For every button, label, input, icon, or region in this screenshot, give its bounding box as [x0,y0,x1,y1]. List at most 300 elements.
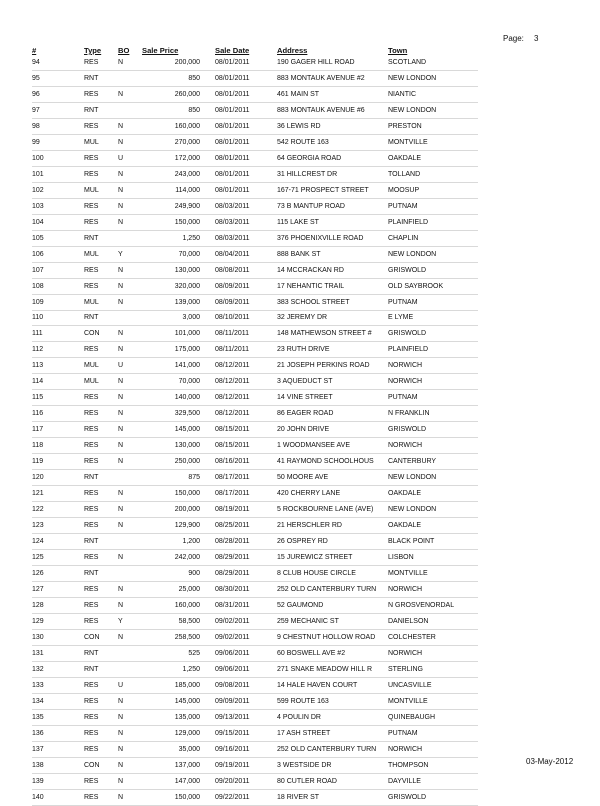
cell-date: 08/17/2011 [215,470,271,486]
cell-town: OAKDALE [388,518,478,534]
table-row [32,470,478,486]
cell-num: 99 [32,134,84,150]
cell-type: MUL [84,358,118,374]
cell-address: 271 SNAKE MEADOW HILL R [277,661,388,677]
cell-price: 130,000 [142,438,200,454]
cell-date: 09/02/2011 [215,613,271,629]
cell-town: DANIELSON [388,613,478,629]
cell-date: 08/19/2011 [215,502,271,518]
cell-num: 106 [32,246,84,262]
cell-bo: N [118,55,142,70]
cell-spacer [200,470,215,486]
table-row [32,789,478,805]
cell-address: 8 CLUB HOUSE CIRCLE [277,566,388,582]
cell-type: RES [84,693,118,709]
table-row [32,518,478,534]
cell-address: 18 RIVER ST [277,789,388,805]
cell-spacer [200,278,215,294]
cell-bo [118,661,142,677]
cell-address: 190 GAGER HILL ROAD [277,55,388,70]
cell-address: 36 LEWIS RD [277,118,388,134]
cell-address: 888 BANK ST [277,246,388,262]
table-row [32,725,478,741]
cell-spacer [200,294,215,310]
cell-bo [118,70,142,86]
cell-spacer [200,118,215,134]
cell-address: 883 MONTAUK AVENUE #6 [277,102,388,118]
cell-bo: N [118,342,142,358]
col-header-address: Address [277,46,308,55]
cell-town: GRISWOLD [388,262,478,278]
table-row [32,645,478,661]
cell-spacer [200,629,215,645]
cell-num: 115 [32,390,84,406]
cell-address: 21 HERSCHLER RD [277,518,388,534]
cell-address: 252 OLD CANTERBURY TURN [277,581,388,597]
cell-num: 132 [32,661,84,677]
cell-type: RES [84,342,118,358]
cell-date: 08/01/2011 [215,134,271,150]
cell-bo: N [118,454,142,470]
cell-spacer [200,741,215,757]
cell-num: 139 [32,773,84,789]
cell-type: RES [84,406,118,422]
cell-town: MONTVILLE [388,134,478,150]
cell-bo: U [118,150,142,166]
cell-town: GRISWOLD [388,422,478,438]
cell-num: 128 [32,597,84,613]
cell-type: CON [84,629,118,645]
cell-price: 160,000 [142,597,200,613]
cell-spacer [200,486,215,502]
cell-town: PUTNAM [388,390,478,406]
cell-num: 113 [32,358,84,374]
cell-address: 4 POULIN DR [277,709,388,725]
table-row [32,310,478,326]
cell-town: MOOSUP [388,182,478,198]
cell-spacer [200,645,215,661]
cell-spacer [200,246,215,262]
cell-type: RES [84,262,118,278]
table-row [32,677,478,693]
cell-num: 126 [32,566,84,582]
cell-price: 875 [142,470,200,486]
cell-date: 08/03/2011 [215,198,271,214]
table-row [32,294,478,310]
table-row [32,134,478,150]
cell-bo: N [118,629,142,645]
cell-spacer [200,773,215,789]
col-header-price: Sale Price [142,46,179,55]
cell-address: 15 JUREWICZ STREET [277,550,388,566]
cell-address: 73 B MANTUP ROAD [277,198,388,214]
table-row [32,550,478,566]
cell-num: 107 [32,262,84,278]
table-row [32,214,478,230]
cell-price: 525 [142,645,200,661]
cell-date: 09/22/2011 [215,789,271,805]
cell-type: MUL [84,374,118,390]
table-row [32,166,478,182]
cell-bo: N [118,422,142,438]
table-row [32,262,478,278]
cell-date: 08/12/2011 [215,374,271,390]
cell-address: 64 GEORGIA ROAD [277,150,388,166]
cell-price: 260,000 [142,86,200,102]
cell-date: 08/12/2011 [215,390,271,406]
table-row [32,534,478,550]
cell-town: NORWICH [388,645,478,661]
cell-date: 09/13/2011 [215,709,271,725]
cell-spacer [200,230,215,246]
cell-date: 08/09/2011 [215,278,271,294]
cell-town: STERLING [388,661,478,677]
cell-price: 145,000 [142,693,200,709]
cell-type: RES [84,278,118,294]
cell-type: RES [84,422,118,438]
cell-type: RES [84,502,118,518]
cell-town: THOMPSON [388,757,478,773]
cell-spacer [200,661,215,677]
cell-type: RES [84,438,118,454]
cell-num: 95 [32,70,84,86]
cell-price: 270,000 [142,134,200,150]
cell-num: 104 [32,214,84,230]
cell-bo: N [118,518,142,534]
cell-type: CON [84,757,118,773]
cell-town: OLD SAYBROOK [388,278,478,294]
cell-spacer [200,262,215,278]
table-row [32,613,478,629]
col-header-bo: BO [118,46,130,55]
cell-town: NEW LONDON [388,70,478,86]
cell-town: QUINEBAUGH [388,709,478,725]
cell-type: RES [84,86,118,102]
cell-date: 08/10/2011 [215,310,271,326]
cell-type: MUL [84,294,118,310]
cell-price: 1,200 [142,534,200,550]
cell-spacer [200,390,215,406]
table-row [32,757,478,773]
cell-price: 70,000 [142,374,200,390]
cell-num: 120 [32,470,84,486]
cell-price: 135,000 [142,709,200,725]
cell-town: PUTNAM [388,198,478,214]
cell-type: RNT [84,70,118,86]
cell-bo: Y [118,246,142,262]
cell-spacer [200,534,215,550]
col-header-date: Sale Date [215,46,250,55]
cell-bo: U [118,677,142,693]
cell-town: NEW LONDON [388,102,478,118]
cell-type: RES [84,773,118,789]
cell-type: RES [84,118,118,134]
cell-date: 09/16/2011 [215,741,271,757]
table-row [32,693,478,709]
cell-spacer [200,166,215,182]
cell-type: RES [84,677,118,693]
cell-price: 200,000 [142,55,200,70]
cell-type: RES [84,454,118,470]
table-row [32,118,478,134]
cell-price: 130,000 [142,262,200,278]
cell-date: 08/29/2011 [215,566,271,582]
cell-bo: N [118,438,142,454]
cell-town: LISBON [388,550,478,566]
cell-date: 08/03/2011 [215,214,271,230]
cell-num: 101 [32,166,84,182]
cell-num: 98 [32,118,84,134]
cell-bo [118,310,142,326]
cell-date: 08/25/2011 [215,518,271,534]
cell-type: RES [84,198,118,214]
cell-type: RES [84,214,118,230]
cell-date: 08/01/2011 [215,86,271,102]
cell-num: 135 [32,709,84,725]
cell-spacer [200,358,215,374]
cell-bo: N [118,502,142,518]
cell-town: OAKDALE [388,486,478,502]
cell-spacer [200,182,215,198]
cell-price: 70,000 [142,246,200,262]
cell-date: 08/12/2011 [215,406,271,422]
cell-num: 96 [32,86,84,102]
table-row [32,182,478,198]
table-row [32,358,478,374]
cell-price: 175,000 [142,342,200,358]
col-header-type: Type [84,46,102,55]
table-row [32,102,478,118]
cell-spacer [200,677,215,693]
cell-date: 08/01/2011 [215,118,271,134]
cell-type: RES [84,725,118,741]
cell-date: 08/01/2011 [215,150,271,166]
cell-price: 137,000 [142,757,200,773]
cell-spacer [200,198,215,214]
cell-num: 108 [32,278,84,294]
cell-spacer [200,566,215,582]
cell-address: 3 WESTSIDE DR [277,757,388,773]
page-number: 3 [534,34,539,43]
cell-type: RNT [84,102,118,118]
cell-type: RES [84,709,118,725]
cell-address: 26 OSPREY RD [277,534,388,550]
cell-price: 172,000 [142,150,200,166]
cell-price: 129,900 [142,518,200,534]
cell-date: 08/11/2011 [215,326,271,342]
cell-num: 140 [32,789,84,805]
cell-num: 119 [32,454,84,470]
cell-type: RES [84,741,118,757]
cell-address: 86 EAGER ROAD [277,406,388,422]
sales-table [32,41,478,806]
cell-price: 140,000 [142,390,200,406]
cell-spacer [200,454,215,470]
cell-price: 250,000 [142,454,200,470]
cell-town: GRISWOLD [388,326,478,342]
cell-spacer [200,693,215,709]
cell-bo: N [118,550,142,566]
cell-town: MONTVILLE [388,566,478,582]
cell-date: 08/01/2011 [215,70,271,86]
cell-num: 105 [32,230,84,246]
cell-town: NEW LONDON [388,470,478,486]
cell-date: 08/01/2011 [215,182,271,198]
cell-bo: N [118,757,142,773]
cell-type: RES [84,597,118,613]
table-row [32,278,478,294]
cell-address: 883 MONTAUK AVENUE #2 [277,70,388,86]
cell-spacer [200,422,215,438]
cell-bo: N [118,789,142,805]
cell-price: 200,000 [142,502,200,518]
cell-num: 125 [32,550,84,566]
cell-bo: N [118,693,142,709]
cell-bo: Y [118,613,142,629]
table-row [32,246,478,262]
cell-num: 124 [32,534,84,550]
cell-type: RES [84,486,118,502]
cell-address: 167-71 PROSPECT STREET [277,182,388,198]
cell-address: 14 HALE HAVEN COURT [277,677,388,693]
cell-town: N GROSVENORDAL [388,597,478,613]
cell-num: 100 [32,150,84,166]
cell-town: NORWICH [388,374,478,390]
col-spacer [200,41,215,55]
cell-type: CON [84,326,118,342]
cell-town: E LYME [388,310,478,326]
cell-spacer [200,310,215,326]
cell-date: 08/15/2011 [215,438,271,454]
cell-address: 60 BOSWELL AVE #2 [277,645,388,661]
cell-town: BLACK POINT [388,534,478,550]
cell-address: 14 VINE STREET [277,390,388,406]
cell-type: RES [84,581,118,597]
table-row [32,597,478,613]
cell-date: 08/01/2011 [215,102,271,118]
cell-town: NORWICH [388,438,478,454]
cell-address: 252 OLD CANTERBURY TURN [277,741,388,757]
table-row [32,86,478,102]
table-row [32,390,478,406]
cell-address: 9 CHESTNUT HOLLOW ROAD [277,629,388,645]
cell-town: PLAINFIELD [388,342,478,358]
cell-price: 160,000 [142,118,200,134]
table-row [32,454,478,470]
cell-type: RES [84,390,118,406]
cell-date: 08/01/2011 [215,55,271,70]
cell-type: MUL [84,246,118,262]
cell-town: NEW LONDON [388,502,478,518]
cell-bo: N [118,182,142,198]
cell-bo: N [118,86,142,102]
cell-bo: N [118,294,142,310]
cell-address: 41 RAYMOND SCHOOLHOUS [277,454,388,470]
cell-date: 09/02/2011 [215,629,271,645]
cell-date: 08/17/2011 [215,486,271,502]
table-row [32,150,478,166]
cell-bo: N [118,773,142,789]
cell-type: RES [84,150,118,166]
cell-address: 23 RUTH DRIVE [277,342,388,358]
cell-date: 08/28/2011 [215,534,271,550]
cell-type: RES [84,550,118,566]
cell-num: 138 [32,757,84,773]
col-header-town: Town [388,46,408,55]
cell-bo: N [118,134,142,150]
cell-spacer [200,326,215,342]
cell-spacer [200,86,215,102]
cell-bo: N [118,486,142,502]
cell-address: 52 GAUMOND [277,597,388,613]
cell-date: 08/08/2011 [215,262,271,278]
cell-spacer [200,342,215,358]
cell-town: CHAPLIN [388,230,478,246]
cell-bo: N [118,118,142,134]
table-row [32,55,478,70]
cell-town: OAKDALE [388,150,478,166]
cell-bo [118,566,142,582]
cell-price: 850 [142,70,200,86]
cell-price: 139,000 [142,294,200,310]
cell-address: 32 JEREMY DR [277,310,388,326]
cell-town: GRISWOLD [388,789,478,805]
table-row [32,661,478,677]
cell-spacer [200,550,215,566]
header-row [32,41,478,55]
cell-town: N FRANKLIN [388,406,478,422]
cell-town: NIANTIC [388,86,478,102]
cell-type: RES [84,613,118,629]
cell-spacer [200,150,215,166]
cell-bo: N [118,198,142,214]
cell-address: 5 ROCKBOURNE LANE (AVE) [277,502,388,518]
cell-num: 134 [32,693,84,709]
cell-num: 109 [32,294,84,310]
cell-price: 150,000 [142,789,200,805]
cell-type: MUL [84,134,118,150]
table-row [32,502,478,518]
cell-date: 08/29/2011 [215,550,271,566]
table-row [32,342,478,358]
cell-address: 20 JOHN DRIVE [277,422,388,438]
cell-price: 185,000 [142,677,200,693]
cell-num: 127 [32,581,84,597]
cell-town: NORWICH [388,581,478,597]
cell-num: 97 [32,102,84,118]
cell-num: 136 [32,725,84,741]
cell-spacer [200,55,215,70]
cell-bo [118,470,142,486]
cell-type: RES [84,55,118,70]
cell-date: 09/06/2011 [215,645,271,661]
cell-price: 900 [142,566,200,582]
cell-town: MONTVILLE [388,693,478,709]
table-row [32,406,478,422]
cell-spacer [200,757,215,773]
cell-num: 137 [32,741,84,757]
cell-address: 21 JOSEPH PERKINS ROAD [277,358,388,374]
cell-address: 115 LAKE ST [277,214,388,230]
cell-date: 08/12/2011 [215,358,271,374]
cell-type: RES [84,789,118,805]
cell-spacer [200,102,215,118]
cell-bo [118,102,142,118]
cell-date: 08/09/2011 [215,294,271,310]
cell-bo: N [118,709,142,725]
cell-bo: N [118,262,142,278]
cell-town: UNCASVILLE [388,677,478,693]
